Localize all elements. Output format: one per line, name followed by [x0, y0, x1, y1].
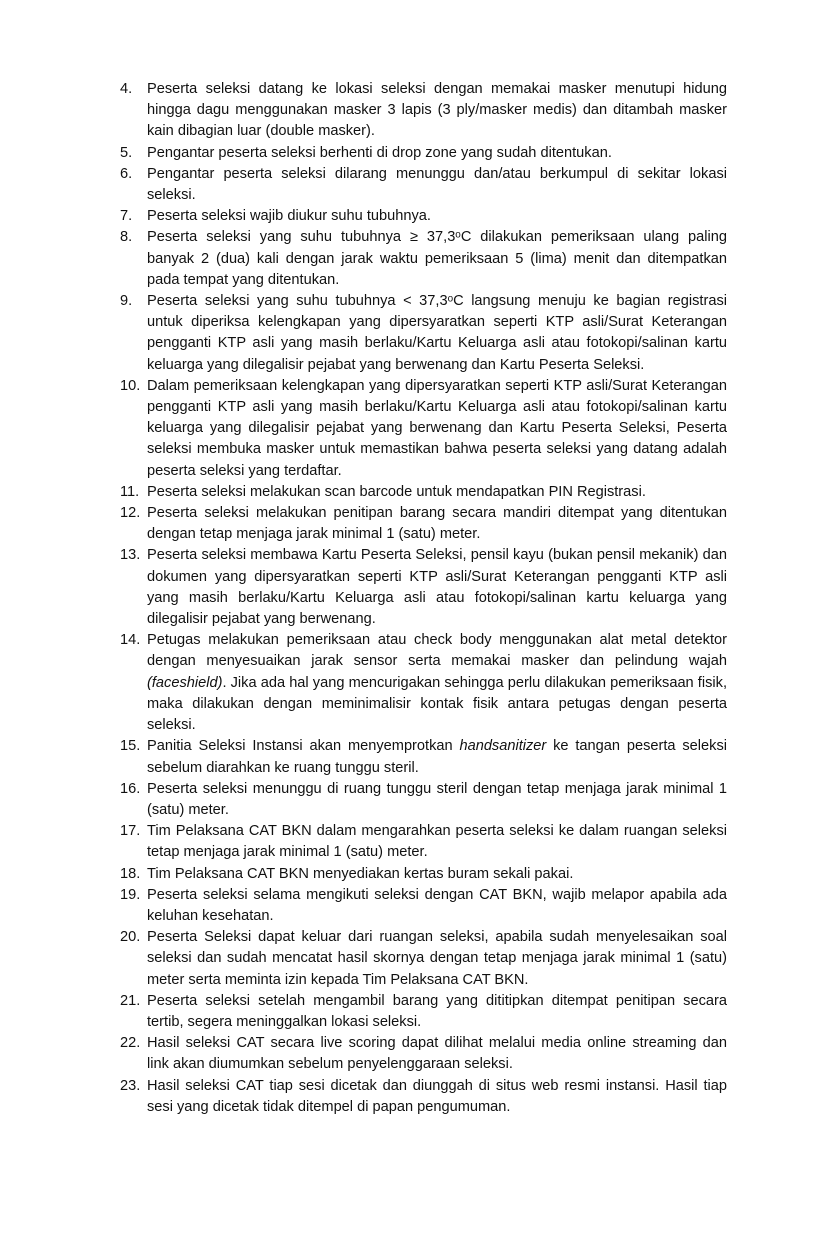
list-item-number: 12. — [120, 505, 141, 522]
list-item — [120, 503, 727, 545]
list-item — [120, 291, 727, 376]
text-segment: Peserta seleksi wajib diukur suhu tubuhnya. — [147, 208, 431, 225]
text-segment: Panitia Seleksi Instansi akan menyemprotkan — [147, 738, 460, 755]
text-segment: Dalam pemeriksaan kelengkapan yang dipersyaratkan seperti KTP asli/Surat Keterangan pengganti KTP asli yang masih berlaku/Kartu Keluarga asli atau fotokopi/salinan kartu keluarga yang dilegalisir pejabat yang berwenang dan Kartu Peserta Seleksi, Peserta seleksi membuka masker untuk memastikan bahwa peserta seleksi yang datang adalah peserta seleksi yang terdaftar. — [147, 377, 727, 479]
list-item — [120, 779, 727, 821]
list-item-number: 11. — [120, 483, 140, 500]
list-item-text — [147, 991, 727, 1033]
list-item-text — [147, 1033, 727, 1075]
list-item-text — [147, 206, 727, 227]
list-item-number: 5. — [120, 144, 133, 161]
list-item-number: 22. — [120, 1035, 141, 1052]
list-item-number: 6. — [120, 165, 133, 182]
text-segment: Pengantar peserta seleksi dilarang menunggu dan/atau berkumpul di sekitar lokasi seleksi. — [147, 165, 727, 204]
list-item-text — [147, 291, 727, 376]
text-segment: Peserta Seleksi dapat keluar dari ruangan seleksi, apabila sudah menyelesaikan soal seleksi dan sudah mencatat hasil skornya dengan tetap menjaga jarak minimal 1 (satu) meter serta meminta izin kepada Tim Pelaksana CAT BKN. — [147, 929, 727, 988]
text-segment: Tim Pelaksana CAT BKN menyediakan kertas buram sekali pakai. — [147, 865, 574, 882]
text-segment: Hasil seleksi CAT secara live scoring dapat dilihat melalui media online streaming dan link akan diumumkan sebelum penyelenggaraan seleksi. — [147, 1035, 727, 1073]
text-segment: Tim Pelaksana CAT BKN dalam mengarahkan peserta seleksi ke dalam ruangan seleksi tetap menjaga jarak minimal 1 (satu) meter. — [147, 823, 727, 861]
list-item — [120, 885, 727, 927]
list-item-text — [147, 227, 727, 291]
list-item — [120, 227, 727, 291]
text-segment: . Jika ada hal yang mencurigakan sehingga perlu dilakukan pemeriksaan fisik, maka dilakukan dengan meminimalisir kontak fisik antara petugas dengan peserta seleksi. — [147, 674, 727, 734]
text-segment: Pengantar peserta seleksi berhenti di drop zone yang sudah ditentukan. — [147, 144, 612, 161]
list-item-number: 17. — [120, 823, 141, 840]
list-item-number: 13. — [120, 547, 141, 564]
list-item-text — [147, 630, 727, 736]
list-item-text — [147, 779, 727, 821]
list-item-text — [147, 736, 727, 778]
list-item-text — [147, 79, 727, 143]
list-item-number: 9. — [120, 293, 133, 310]
list-item — [120, 991, 727, 1033]
list-item-text — [147, 376, 727, 482]
text-segment: ke tangan peserta seleksi sebelum diarahkan ke ruang tunggu steril. — [147, 738, 727, 776]
list-item-text — [147, 143, 727, 164]
list-item — [120, 1076, 727, 1118]
text-segment: Petugas melakukan pemeriksaan atau check body menggunakan alat metal detektor dengan menyesuaikan jarak sensor serta memakai masker dan pelindung wajah — [147, 632, 727, 670]
list-item-number: 14. — [120, 632, 141, 649]
list-item — [120, 206, 727, 227]
text-segment: Peserta seleksi menunggu di ruang tunggu steril dengan tetap menjaga jarak minimal 1 (satu) meter. — [147, 780, 727, 818]
list-item-number: 8. — [120, 229, 133, 246]
list-item-number: 23. — [120, 1077, 141, 1094]
text-segment: Peserta seleksi yang suhu tubuhnya ≥ 37,3ᵒC dilakukan pemeriksaan ulang paling banyak 2 (dua) kali dengan jarak waktu pemeriksaan 5 (lima) menit dan ditempatkan pada tempat yang ditentukan. — [147, 229, 727, 288]
text-segment: Hasil seleksi CAT tiap sesi dicetak dan diunggah di situs web resmi instansi. Hasil tiap sesi yang dicetak tidak ditempel di papan pengumuman. — [147, 1077, 727, 1115]
list-item-number: 20. — [120, 929, 141, 946]
list-item-text — [147, 821, 727, 863]
list-item — [120, 927, 727, 991]
list-item-text — [147, 885, 727, 927]
list-item — [120, 376, 727, 482]
numbered-list — [120, 79, 727, 1118]
list-item — [120, 482, 727, 503]
list-item-number: 21. — [120, 992, 141, 1009]
list-item — [120, 1033, 727, 1075]
text-segment: Peserta seleksi yang suhu tubuhnya < 37,3ᵒC langsung menuju ke bagian registrasi untuk diperiksa kelengkapan yang dipersyaratkan seperti KTP asli/Surat Keterangan pengganti KTP asli yang masih berlaku/Kartu Keluarga asli atau fotokopi/salinan kartu keluarga yang dilegalisir pejabat yang berwenang dan Kartu Peserta Seleksi. — [147, 293, 727, 373]
list-item — [120, 143, 727, 164]
text-segment: Peserta seleksi datang ke lokasi seleksi dengan memakai masker menutupi hidung hingga dagu menggunakan masker 3 lapis (3 ply/masker medis) dan ditambah masker kain dibagian luar (double masker). — [147, 81, 727, 140]
list-item-text — [147, 1076, 727, 1118]
text-segment: Peserta seleksi membawa Kartu Peserta Seleksi, pensil kayu (bukan pensil mekanik) dan dokumen yang dipersyaratkan seperti KTP asli/Surat Keterangan pengganti KTP asli yang masih berlaku/Kartu Keluarga asli atau fotokopi/salinan kartu keluarga yang dilegalisir pejabat yang berwenang. — [147, 547, 727, 628]
italic-term: (faceshield) — [147, 674, 223, 691]
list-item-number: 16. — [120, 780, 141, 797]
text-segment: Peserta seleksi melakukan scan barcode untuk mendapatkan PIN Registrasi. — [147, 483, 646, 500]
list-item-number: 18. — [120, 865, 141, 882]
list-item-number: 19. — [120, 886, 141, 903]
list-item-number: 10. — [120, 377, 141, 394]
list-item-number: 15. — [120, 738, 141, 755]
list-item-text — [147, 503, 727, 545]
list-item-text — [147, 864, 727, 885]
italic-term: handsanitizer — [459, 738, 547, 755]
list-item — [120, 864, 727, 885]
list-item-number: 7. — [120, 208, 133, 225]
list-item — [120, 736, 727, 778]
list-item — [120, 164, 727, 206]
list-item — [120, 630, 727, 736]
list-item-number: 4. — [120, 81, 133, 97]
list-item-text — [147, 545, 727, 630]
list-item-text — [147, 164, 727, 206]
list-item — [120, 545, 727, 630]
list-item — [120, 79, 727, 143]
text-segment: Peserta seleksi setelah mengambil barang yang dititipkan ditempat penitipan secara tertib, segera meninggalkan lokasi seleksi. — [147, 992, 727, 1030]
list-item — [120, 821, 727, 863]
list-item-text — [147, 482, 727, 503]
text-segment: Peserta seleksi melakukan penitipan barang secara mandiri ditempat yang ditentukan dengan tetap menjaga jarak minimal 1 (satu) meter. — [147, 505, 727, 543]
text-segment: Peserta seleksi selama mengikuti seleksi dengan CAT BKN, wajib melapor apabila ada keluhan kesehatan. — [147, 886, 727, 924]
list-item-text — [147, 927, 727, 991]
